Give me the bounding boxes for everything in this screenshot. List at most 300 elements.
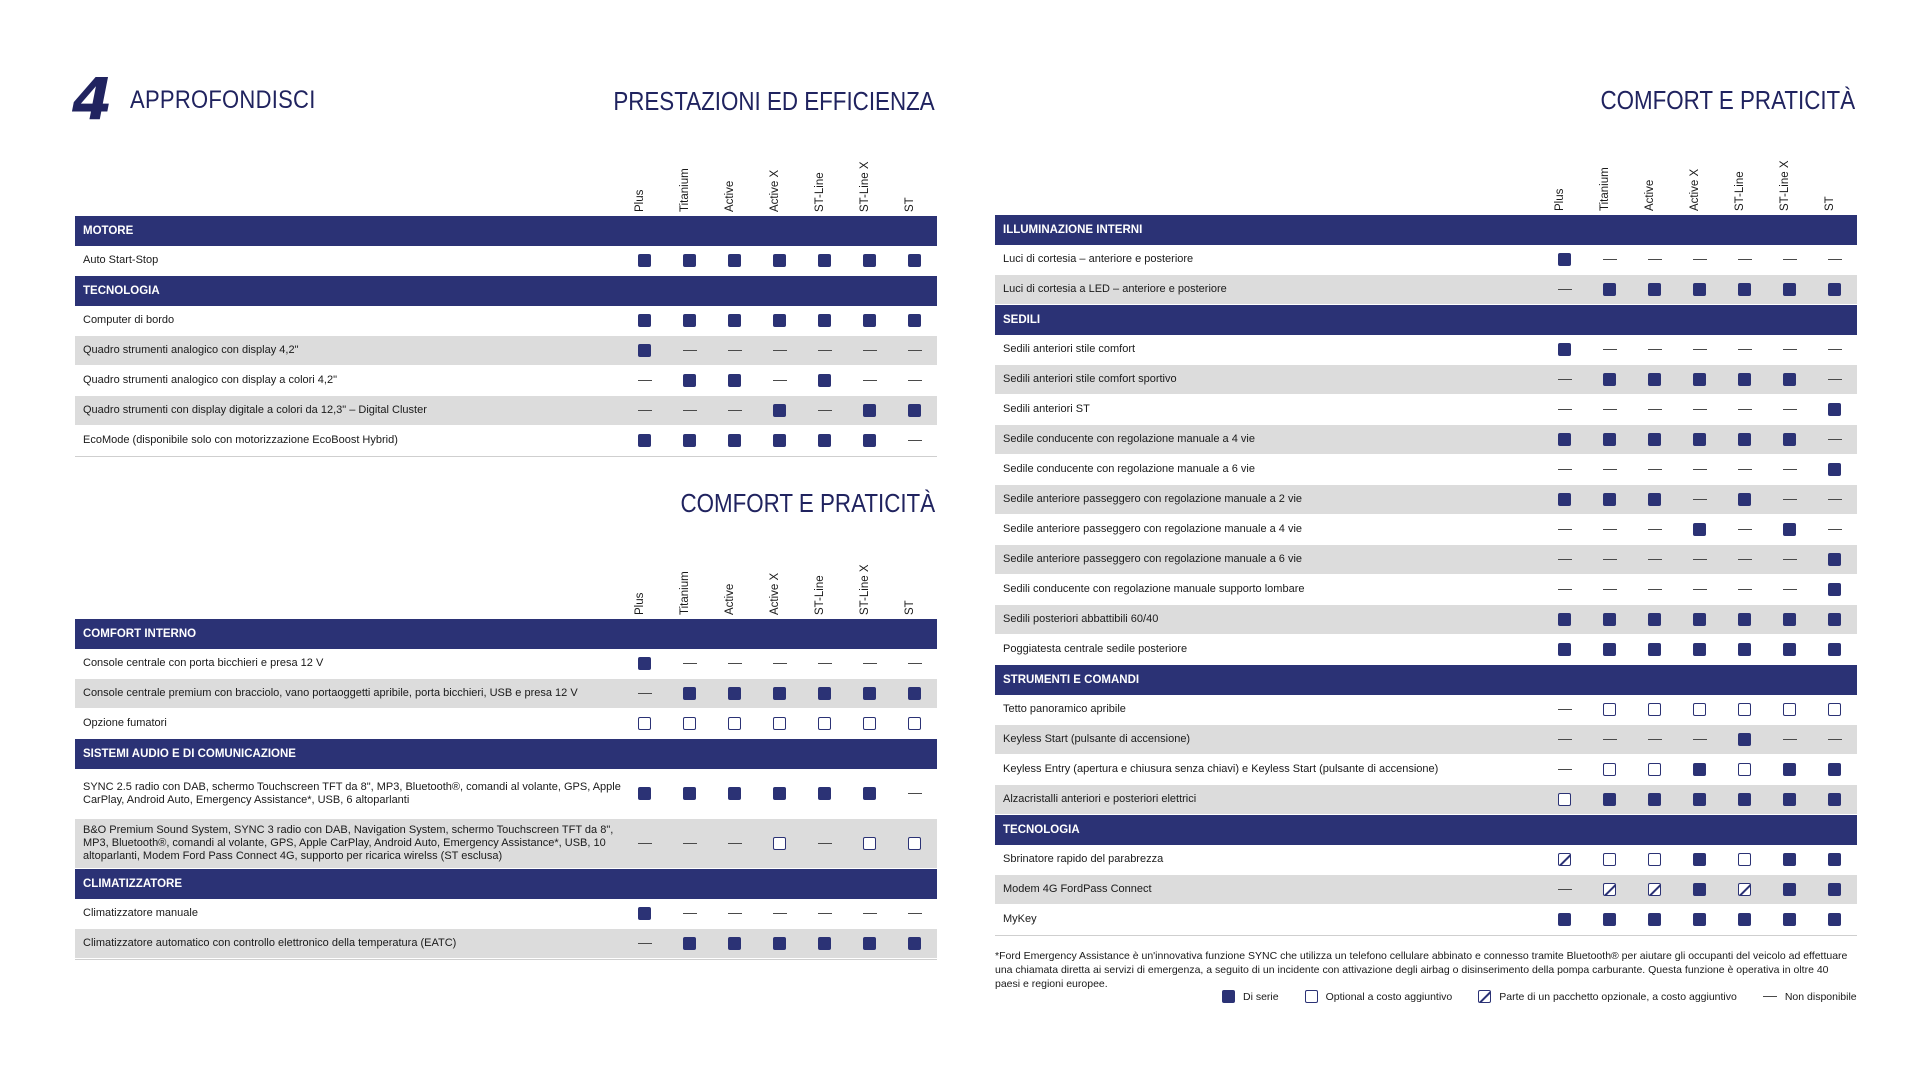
table-comfort-right [995,157,1857,936]
row-label: Alzacristalli anteriori e posteriori elettrici [1003,793,1197,805]
table-cell [802,396,847,426]
optional-mark-icon [908,717,921,730]
table-cell [667,336,712,366]
not-available-mark-icon [863,663,877,665]
table-row [75,709,937,739]
standard-mark-icon [1693,373,1706,386]
not-available-mark-icon [638,943,652,945]
row-label: Quadro strumenti analogico con display a colori 4,2" [83,374,337,386]
table-cell [1677,275,1722,305]
table-cell [1812,245,1857,275]
standard-mark-icon [1558,613,1571,626]
table-cell [1812,395,1857,425]
heading-comfort-left: COMFORT E PRATICITÀ [680,488,935,518]
table-cell [622,679,667,709]
standard-mark-icon [638,907,651,920]
table-cell [892,709,937,739]
table-row [995,545,1857,575]
standard-mark-icon [1783,613,1796,626]
row-label: Climatizzatore automatico con controllo elettronico della temperatura (EATC) [83,937,457,949]
table-cell [757,779,802,809]
column-header-label: Plus [1553,188,1566,211]
table-cell [847,829,892,859]
not-available-mark-icon [638,410,652,412]
table-row [75,426,937,456]
standard-mark-icon [1693,883,1706,896]
row-cells [1542,755,1857,785]
table-cell [1542,245,1587,275]
column-header-label: ST-Line X [858,564,871,615]
table-cell [757,929,802,959]
not-available-mark-icon [728,410,742,412]
standard-mark-icon [1603,613,1616,626]
not-available-mark-icon [1763,996,1777,998]
table-cell [1587,545,1632,575]
table-row [75,306,937,336]
table-row [995,635,1857,665]
column-header [713,557,758,615]
column-header [1813,153,1858,211]
table-cell [847,366,892,396]
table-cell [1767,365,1812,395]
table-cell [1767,785,1812,815]
table-cell [892,396,937,426]
table-cell [802,709,847,739]
standard-mark-icon [863,434,876,447]
standard-mark-icon [773,434,786,447]
row-cells [1542,335,1857,365]
not-available-mark-icon [683,913,697,915]
column-header-label: Active X [1688,168,1701,211]
standard-mark-icon [818,434,831,447]
table-cell [1767,905,1812,935]
row-label: Sedile conducente con regolazione manuale a 4 vie [1003,433,1255,445]
table-cell [892,246,937,276]
table-cell [622,709,667,739]
not-available-mark-icon [1603,589,1617,591]
not-available-mark-icon [1603,409,1617,411]
table-cell [1632,455,1677,485]
standard-mark-icon [1738,793,1751,806]
standard-mark-icon [683,254,696,267]
optional-mark-icon [1738,853,1751,866]
table-cell [757,899,802,929]
table-prestazioni [75,158,937,457]
table-cell [1677,395,1722,425]
heading-comfort-right: COMFORT E PRATICITÀ [1600,85,1855,115]
table-cell [1722,725,1767,755]
not-available-mark-icon [1558,529,1572,531]
standard-mark-icon [1693,523,1706,536]
standard-mark-icon [773,314,786,327]
table-cell [1677,725,1722,755]
standard-mark-icon [1783,433,1796,446]
table-cell [1767,335,1812,365]
standard-mark-icon [773,937,786,950]
table-cell [1722,455,1767,485]
section-header: STRUMENTI E COMANDI [995,665,1857,695]
table-row [995,905,1857,935]
standard-mark-icon [1738,613,1751,626]
table-cell [667,709,712,739]
standard-mark-icon [908,314,921,327]
table-cell [757,306,802,336]
table-cell [622,899,667,929]
not-available-mark-icon [1603,529,1617,531]
table-row [995,245,1857,275]
table-cell [892,679,937,709]
standard-mark-icon [1738,643,1751,656]
table-cell [1587,485,1632,515]
not-available-mark-icon [1738,529,1752,531]
row-cells [622,649,937,679]
standard-mark-icon [1603,643,1616,656]
table-cell [1722,635,1767,665]
table-cell [1677,365,1722,395]
table-cell [892,336,937,366]
standard-mark-icon [1603,793,1616,806]
table-cell [892,366,937,396]
table-cell [1767,455,1812,485]
table-cell [1722,575,1767,605]
not-available-mark-icon [728,350,742,352]
legend-not-available-label: Non disponibile [1784,990,1857,1003]
standard-mark-icon [1693,283,1706,296]
table-cell [847,779,892,809]
table-cell [1722,545,1767,575]
standard-mark-icon [728,374,741,387]
not-available-mark-icon [1603,349,1617,351]
table-cell [1677,605,1722,635]
table-cell [1812,515,1857,545]
table-cell [1677,455,1722,485]
row-cells [1542,695,1857,725]
standard-mark-icon [638,344,651,357]
standard-mark-icon [1648,433,1661,446]
table-row [995,725,1857,755]
table-cell [622,366,667,396]
standard-mark-icon [1648,493,1661,506]
column-header-label: Plus [633,189,646,212]
not-available-mark-icon [1738,409,1752,411]
table-cell [1632,395,1677,425]
section-header: SISTEMI AUDIO E DI COMUNICAZIONE [75,739,937,769]
row-cells [1542,605,1857,635]
package-mark-icon [1648,883,1661,896]
table-cell [667,306,712,336]
table-cell [1767,845,1812,875]
not-available-mark-icon [1828,259,1842,261]
table-cell [1722,905,1767,935]
table-row [995,755,1857,785]
column-header-label: ST-Line [813,172,826,212]
standard-mark-icon [728,787,741,800]
optional-mark-icon [863,717,876,730]
row-label: Modem 4G FordPass Connect [1003,883,1152,895]
not-available-mark-icon [728,913,742,915]
not-available-mark-icon [1603,559,1617,561]
table-cell [847,679,892,709]
row-cells [622,899,937,929]
table-cell [892,426,937,456]
page-number: 4 [72,65,113,133]
row-label: Luci di cortesia a LED – anteriore e posteriore [1003,283,1227,295]
not-available-mark-icon [1693,589,1707,591]
table-cell [1587,725,1632,755]
standard-mark-icon [818,374,831,387]
table-cell [1722,425,1767,455]
table-cell [1722,875,1767,905]
row-label: Climatizzatore manuale [83,907,198,919]
table-cell [1767,575,1812,605]
table-cell [1542,575,1587,605]
standard-mark-icon [863,787,876,800]
not-available-mark-icon [1783,499,1797,501]
not-available-mark-icon [1693,469,1707,471]
optional-mark-icon [1603,703,1616,716]
section-header: MOTORE [75,216,937,246]
standard-mark-icon [1648,793,1661,806]
table-cell [1542,365,1587,395]
row-cells [622,679,937,709]
standard-mark-icon [1558,643,1571,656]
table-row [995,485,1857,515]
table-cell [1767,515,1812,545]
table-cell [1722,275,1767,305]
row-label: Sedili anteriori stile comfort sportivo [1003,373,1177,385]
row-cells [622,366,937,396]
table-cell [802,426,847,456]
row-label: SYNC 2.5 radio con DAB, schermo Touchscreen TFT da 8", MP3, Bluetooth®, comandi al volante, GPS, Apple CarPlay, Android Auto, Emergency Assistance*, USB, 6 altoparlanti [83,780,621,806]
not-available-mark-icon [683,843,697,845]
standard-mark-icon [908,254,921,267]
table-cell [1767,875,1812,905]
standard-mark-icon [1603,283,1616,296]
package-mark-icon [1603,883,1616,896]
not-available-mark-icon [908,663,922,665]
table-cell [1632,605,1677,635]
column-header-label: Titanium [678,168,691,212]
row-cells [1542,725,1857,755]
table-row [75,819,937,869]
standard-mark-icon [1222,990,1235,1003]
not-available-mark-icon [638,843,652,845]
column-header-label: Titanium [1598,167,1611,211]
standard-mark-icon [1558,493,1571,506]
not-available-mark-icon [1558,889,1572,891]
row-label: Sedile conducente con regolazione manuale a 6 vie [1003,463,1255,475]
not-available-mark-icon [1738,559,1752,561]
table-cell [1812,875,1857,905]
not-available-mark-icon [1783,409,1797,411]
row-cells [1542,275,1857,305]
table-cell [802,829,847,859]
not-available-mark-icon [863,380,877,382]
standard-mark-icon [1783,373,1796,386]
not-available-mark-icon [683,663,697,665]
column-header [1633,153,1678,211]
not-available-mark-icon [863,913,877,915]
table-cell [892,306,937,336]
table-cell [1587,785,1632,815]
standard-mark-icon [1558,253,1571,266]
table-cell [1812,785,1857,815]
row-label: Opzione fumatori [83,717,167,729]
table-row [75,899,937,929]
column-header [758,557,803,615]
table-cell [757,336,802,366]
row-cells [622,306,937,336]
not-available-mark-icon [1693,259,1707,261]
row-cells [1542,395,1857,425]
package-mark-icon [1738,883,1751,896]
table-cell [622,779,667,809]
column-header [713,154,758,212]
optional-mark-icon [683,717,696,730]
row-cells [622,246,937,276]
table-cell [847,929,892,959]
table-cell [1542,515,1587,545]
not-available-mark-icon [1558,289,1572,291]
table-cell [1812,485,1857,515]
table-cell [1812,635,1857,665]
not-available-mark-icon [1558,739,1572,741]
not-available-mark-icon [638,693,652,695]
standard-mark-icon [818,314,831,327]
legend-optional-label: Optional a costo aggiuntivo [1325,990,1453,1003]
legend [1222,990,1883,1003]
column-header [623,154,668,212]
not-available-mark-icon [1783,559,1797,561]
standard-mark-icon [1738,913,1751,926]
table-cell [1632,275,1677,305]
table-cell [1632,245,1677,275]
standard-mark-icon [683,374,696,387]
table-cell [892,929,937,959]
table-cell [1632,425,1677,455]
optional-mark-icon [1693,703,1706,716]
table-cell [712,649,757,679]
table-cell [1587,635,1632,665]
legend-package-label: Parte di un pacchetto opzionale, a costo aggiuntivo [1499,990,1737,1003]
table-row [995,335,1857,365]
standard-mark-icon [1558,913,1571,926]
table-row [995,695,1857,725]
table-cell [1722,395,1767,425]
standard-mark-icon [728,254,741,267]
row-cells [1542,845,1857,875]
not-available-mark-icon [773,663,787,665]
not-available-mark-icon [1558,709,1572,711]
table-cell [1632,335,1677,365]
table-cell [712,929,757,959]
row-label: Keyless Entry (apertura e chiusura senza chiavi) e Keyless Start (pulsante di accensione) [1003,763,1439,775]
row-label: Computer di bordo [83,314,175,326]
table-cell [757,426,802,456]
row-cells [622,829,937,859]
table-cell [1587,395,1632,425]
column-header [1768,153,1813,211]
table-row [995,515,1857,545]
row-label: Tetto panoramico apribile [1003,703,1126,715]
standard-mark-icon [683,434,696,447]
optional-mark-icon [1648,703,1661,716]
table-cell [1722,245,1767,275]
table-row [75,396,937,426]
table-row [995,575,1857,605]
table-cell [1677,755,1722,785]
row-label: Poggiatesta centrale sedile posteriore [1003,643,1188,655]
optional-mark-icon [1738,763,1751,776]
row-cells [622,336,937,366]
table-cell [1632,755,1677,785]
not-available-mark-icon [683,350,697,352]
standard-mark-icon [1648,643,1661,656]
table-cell [1587,845,1632,875]
table-cell [757,709,802,739]
standard-mark-icon [773,404,786,417]
table-cell [802,306,847,336]
table-cell [847,306,892,336]
column-header-label: ST-Line X [1778,160,1791,211]
table-cell [802,779,847,809]
standard-mark-icon [1783,643,1796,656]
table-cell [1542,875,1587,905]
row-cells [1542,575,1857,605]
table-cell [712,679,757,709]
standard-mark-icon [683,787,696,800]
table-cell [847,396,892,426]
column-headers [995,157,1857,215]
standard-mark-icon [638,314,651,327]
table-cell [1632,905,1677,935]
not-available-mark-icon [908,793,922,795]
standard-mark-icon [1603,913,1616,926]
legend-optional [1305,990,1453,1003]
table-cell [1542,845,1587,875]
row-cells [622,426,937,456]
table-bottom-rule [75,456,937,457]
table-cell [1812,845,1857,875]
not-available-mark-icon [818,663,832,665]
optional-mark-icon [1603,763,1616,776]
table-cell [1632,725,1677,755]
table-row [995,605,1857,635]
standard-mark-icon [1648,373,1661,386]
not-available-mark-icon [773,913,787,915]
table-cell [622,829,667,859]
optional-mark-icon [1305,990,1318,1003]
not-available-mark-icon [1828,739,1842,741]
table-row [75,336,937,366]
not-available-mark-icon [728,663,742,665]
table-cell [622,246,667,276]
not-available-mark-icon [1648,349,1662,351]
column-header-label: Active [723,583,736,615]
table-cell [1542,785,1587,815]
table-cell [1767,395,1812,425]
standard-mark-icon [1738,373,1751,386]
row-cells [1542,905,1857,935]
table-cell [1632,365,1677,395]
standard-mark-icon [1828,913,1841,926]
table-cell [622,929,667,959]
standard-mark-icon [908,937,921,950]
row-label: Sedile anteriore passeggero con regolazione manuale a 6 vie [1003,553,1303,565]
table-cell [757,396,802,426]
row-label: Sedili anteriori ST [1003,403,1090,415]
table-row [995,395,1857,425]
